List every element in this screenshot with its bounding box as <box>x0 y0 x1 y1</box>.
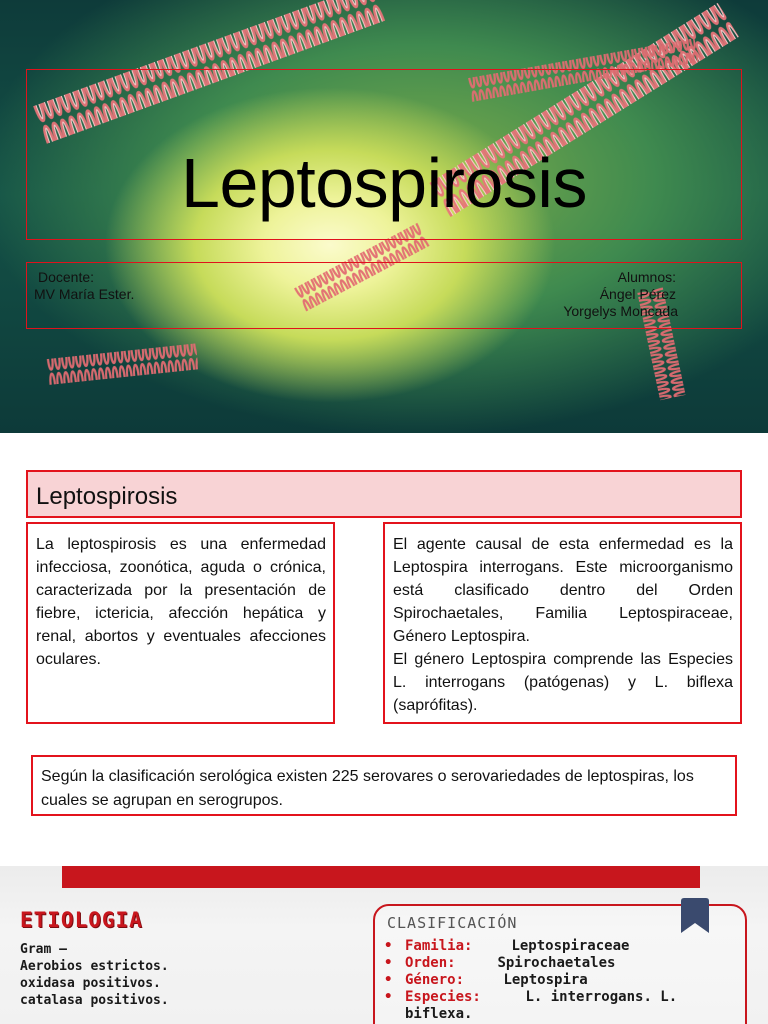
bullet-icon: • <box>384 955 393 971</box>
definition-text-box <box>26 522 335 724</box>
bullet-icon: • <box>384 972 393 988</box>
clasificacion-key: Familia: <box>405 938 473 954</box>
clasificacion-continuation-row <box>381 1006 677 1023</box>
clasificacion-row-familia <box>381 938 677 955</box>
section-heading: Leptospirosis <box>36 483 178 510</box>
alumnos-label: Alumnos: <box>617 269 676 285</box>
clasificacion-key: Orden: <box>405 955 456 971</box>
docente-name: MV María Ester. <box>34 286 135 302</box>
etiologia-list <box>20 941 169 1009</box>
slide-title: Leptospirosis <box>181 144 587 222</box>
clasificacion-value: Leptospira <box>503 972 588 988</box>
serology-text-box <box>31 755 737 816</box>
etiologia-item: Aerobios estrictos. <box>20 959 169 974</box>
definition-slide <box>0 433 768 838</box>
title-slide <box>0 0 768 433</box>
docente-block <box>34 269 134 303</box>
clasificacion-continuation: biflexa. <box>405 1006 473 1022</box>
spirochete-shape-3 <box>47 343 199 385</box>
clasificacion-title: CLASIFICACIÓN <box>387 914 518 932</box>
etiology-slide <box>0 866 768 1024</box>
alumnos-block <box>563 269 676 320</box>
alumno-name-2: Yorgelys Moncada <box>563 303 678 319</box>
bookmark-icon[interactable] <box>678 898 712 934</box>
clasificacion-value: Leptospiraceae <box>511 938 630 954</box>
alumno-name-1: Ángel Pérez <box>599 286 676 302</box>
causal-agent-paragraph: El agente causal de esta enfermedad es la Leptospira interrogans. Este microorganismo está clasificado dentro del Orden Spirochaetales, Familia Leptospiraceae, Género Leptospira. <box>393 536 733 645</box>
genus-paragraph: El género Leptospira comprende las Especies L. interrogans (patógenas) y L. biflexa (saprófitas). <box>393 651 733 714</box>
etiologia-item: catalasa positivos. <box>20 993 169 1008</box>
header-red-bar <box>62 866 700 888</box>
section-heading-box <box>26 470 742 518</box>
etiologia-title: ETIOLOGIA <box>20 908 143 932</box>
etiologia-item: oxidasa positivos. <box>20 976 161 991</box>
clasificacion-value: Spirochaetales <box>497 955 616 971</box>
clasificacion-value: L. interrogans. L. <box>525 989 678 1005</box>
clasificacion-row-orden <box>381 955 677 972</box>
clasificacion-list <box>381 938 677 1023</box>
clasificacion-key: Género: <box>405 972 465 988</box>
docente-label: Docente: <box>38 269 95 285</box>
definition-text: La leptospirosis es una enfermedad infecciosa, zoonótica, aguda o crónica, caracterizada por la presentación de fiebre, ictericia, afección hepática y renal, abortos y eventuales afecciones oculares. <box>36 536 326 668</box>
clasificacion-key: Especies: <box>405 989 481 1005</box>
bullet-icon: • <box>384 938 393 954</box>
bullet-icon: • <box>384 989 393 1005</box>
clasificacion-row-especies <box>381 989 677 1006</box>
etiologia-item: Gram – <box>20 942 67 957</box>
serology-text: Según la clasificación serológica existen 225 serovares o serovariedades de leptospiras, los cuales se agrupan en serogrupos. <box>41 768 694 809</box>
causal-agent-text-box <box>383 522 742 724</box>
clasificacion-row-genero <box>381 972 677 989</box>
